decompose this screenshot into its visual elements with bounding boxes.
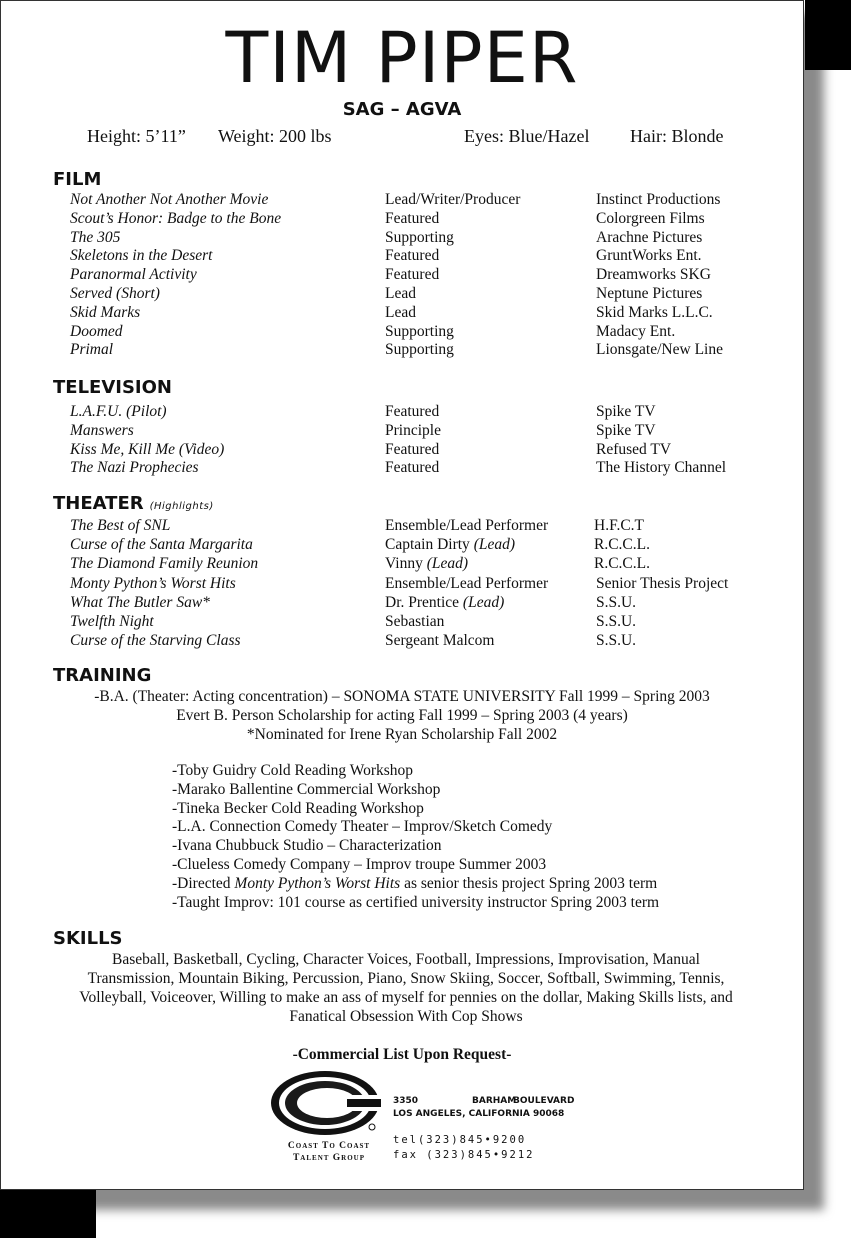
theater-credit-company: S.S.U. bbox=[596, 613, 637, 630]
stat-eyes: Eyes: Blue/Hazel bbox=[464, 126, 590, 146]
training-workshop-item: -Clueless Comedy Company – Improv troupe Summer 2003 bbox=[172, 856, 547, 873]
tv-credit-row bbox=[1, 421, 803, 440]
commercial-list-note: -Commercial List Upon Request- bbox=[292, 1046, 512, 1063]
film-credit-role: Lead/Writer/Producer bbox=[385, 191, 521, 208]
tv-credit-title: Kiss Me, Kill Me (Video) bbox=[70, 440, 225, 458]
film-credit-company: Colorgreen Films bbox=[596, 209, 705, 227]
training-taught: -Taught Improv: 101 course as certified university instructor Spring 2003 term bbox=[172, 894, 660, 911]
film-credit-title: Paranormal Activity bbox=[70, 266, 197, 284]
theater-credit-title: Monty Python’s Worst Hits bbox=[70, 574, 236, 592]
training-degree: -B.A. (Theater: Acting concentration) – SONOMA STATE UNIVERSITY Fall 1999 – Spring 2003 bbox=[94, 688, 710, 705]
section-heading-training: TRAINING bbox=[53, 665, 152, 686]
stat-height: Height: 5’11” bbox=[87, 126, 186, 146]
agency-telephone: tel(323)845•9200 bbox=[393, 1134, 527, 1146]
theater-credit-company: R.C.C.L. bbox=[594, 555, 650, 573]
theater-credit-row bbox=[1, 631, 803, 650]
agency-address-city: LOS ANGELES, CALIFORNIA 90068 bbox=[393, 1109, 565, 1119]
training-workshop-item: -L.A. Connection Comedy Theater – Improv/Sketch Comedy bbox=[172, 818, 553, 836]
film-credit-company: GruntWorks Ent. bbox=[596, 247, 702, 265]
film-credit-row bbox=[1, 228, 803, 247]
theater-credit-role: Ensemble/Lead Performer bbox=[385, 574, 549, 592]
agency-address-street-1: BARHAM bbox=[472, 1096, 517, 1106]
theater-credit-row bbox=[1, 535, 803, 554]
theater-credit-role: Sergeant Malcom bbox=[385, 632, 495, 650]
film-credit-row bbox=[1, 265, 803, 284]
training-workshop-item: -Toby Guidry Cold Reading Workshop bbox=[172, 762, 414, 779]
agency-name: Coast To Coast Talent Group bbox=[287, 1141, 371, 1163]
theater-credit-row bbox=[1, 593, 803, 612]
theater-credit-title: Curse of the Starving Class bbox=[70, 632, 241, 650]
section-heading-theater: THEATER (Highlights) bbox=[53, 493, 214, 514]
film-credit-role: Lead bbox=[385, 303, 416, 321]
tv-credit-role: Featured bbox=[385, 403, 440, 420]
film-credit-company: Neptune Pictures bbox=[596, 285, 703, 302]
theater-credit-row bbox=[1, 516, 803, 535]
theater-credit-role: Dr. Prentice (Lead) bbox=[385, 593, 505, 611]
film-credit-row bbox=[1, 340, 803, 359]
section-heading-film: FILM bbox=[53, 169, 102, 190]
theater-credit-title: The Best of SNL bbox=[70, 517, 171, 534]
theater-credit-role: Ensemble/Lead Performer bbox=[385, 517, 549, 534]
corner-block-bottom-left bbox=[0, 1190, 96, 1238]
tv-credit-role: Featured bbox=[385, 440, 440, 458]
film-credit-role: Supporting bbox=[385, 322, 454, 340]
union-affiliation: SAG – AGVA bbox=[342, 99, 462, 120]
tv-credit-role: Featured bbox=[385, 459, 440, 477]
theater-credit-company: R.C.C.L. bbox=[594, 536, 650, 554]
tv-credit-role: Principle bbox=[385, 421, 441, 439]
training-scholarship: Evert B. Person Scholarship for acting Fall 1999 – Spring 2003 (4 years) bbox=[176, 707, 628, 724]
training-workshop-item: -Tineka Becker Cold Reading Workshop bbox=[172, 799, 424, 817]
film-credit-row bbox=[1, 246, 803, 265]
theater-subheading: (Highlights) bbox=[149, 501, 214, 512]
training-workshop-item: -Marako Ballentine Commercial Workshop bbox=[172, 780, 441, 798]
film-credit-role: Featured bbox=[385, 209, 440, 227]
tv-credit-company: Refused TV bbox=[596, 440, 672, 458]
film-credit-title: Scout’s Honor: Badge to the Bone bbox=[70, 209, 282, 227]
agency-logo-icon bbox=[269, 1069, 381, 1139]
training-directed: -Directed Monty Python’s Worst Hits as senior thesis project Spring 2003 term bbox=[172, 875, 658, 892]
film-credit-role: Supporting bbox=[385, 228, 454, 246]
stat-hair: Hair: Blonde bbox=[630, 126, 724, 146]
theater-credit-row bbox=[1, 554, 803, 573]
theater-credit-role: Vinny (Lead) bbox=[385, 555, 469, 573]
theater-credit-row bbox=[1, 574, 803, 593]
theater-credit-title: Twelfth Night bbox=[70, 613, 154, 630]
theater-credit-role-note: (Lead) bbox=[469, 536, 516, 554]
film-credit-role: Featured bbox=[385, 247, 440, 265]
section-heading-television: TELEVISION bbox=[53, 377, 172, 398]
training-nomination: *Nominated for Irene Ryan Scholarship Fall 2002 bbox=[246, 726, 558, 743]
film-credit-company: Lionsgate/New Line bbox=[596, 341, 723, 359]
tv-credit-company: Spike TV bbox=[596, 421, 656, 439]
film-credit-row bbox=[1, 190, 803, 209]
film-credit-title: Skeletons in the Desert bbox=[70, 247, 213, 265]
film-credit-role: Featured bbox=[385, 266, 440, 284]
film-credit-role: Lead bbox=[385, 285, 416, 302]
film-credit-role: Supporting bbox=[385, 341, 454, 359]
film-credit-company: Madacy Ent. bbox=[596, 322, 676, 340]
film-credit-title: Not Another Not Another Movie bbox=[70, 191, 269, 208]
training-workshop-item: -Ivana Chubbuck Studio – Characterization bbox=[172, 837, 442, 855]
film-credit-company: Arachne Pictures bbox=[596, 228, 703, 246]
theater-credit-row bbox=[1, 612, 803, 631]
theater-credit-role-note: (Lead) bbox=[422, 555, 469, 573]
tv-credit-company: Spike TV bbox=[596, 403, 656, 420]
film-credit-title: The 305 bbox=[70, 228, 121, 246]
tv-credit-row bbox=[1, 440, 803, 459]
skills-list: Baseball, Basketball, Cycling, Character Voices, Football, Impressions, Improvisation, Manual Transmission, Mountain Biking, Percussion, Piano, Snow Skiing, Soccer, Softball, Swimming, Tennis, Volleyball, Voiceover, Willing to make an ass of myself for pennies on the dollar, Making Skills lists, and Fanatical Obsession With Cop Shows bbox=[79, 951, 733, 1025]
theater-credit-role: Captain Dirty (Lead) bbox=[385, 536, 516, 554]
tv-credit-title: Manswers bbox=[70, 421, 134, 439]
section-heading-skills: SKILLS bbox=[53, 928, 123, 949]
theater-credit-title: What The Butler Saw* bbox=[70, 593, 210, 611]
corner-block-top-right bbox=[805, 0, 851, 70]
film-credit-row bbox=[1, 303, 803, 322]
film-credit-row bbox=[1, 322, 803, 341]
theater-credit-company: S.S.U. bbox=[596, 632, 637, 650]
theater-credit-title: Curse of the Santa Margarita bbox=[70, 536, 253, 554]
film-credit-title: Skid Marks bbox=[70, 303, 141, 321]
agency-address-number: 3350 bbox=[393, 1096, 419, 1106]
theater-credit-role: Sebastian bbox=[385, 613, 445, 630]
film-credit-row bbox=[1, 209, 803, 228]
film-credit-title: Doomed bbox=[70, 322, 123, 340]
stat-weight: Weight: 200 lbs bbox=[218, 126, 332, 146]
tv-credit-company: The History Channel bbox=[596, 459, 727, 477]
tv-credit-row bbox=[1, 458, 803, 477]
actor-name: TIM PIPER bbox=[225, 17, 579, 99]
theater-credit-company: H.F.C.T bbox=[594, 517, 645, 534]
tv-credit-title: The Nazi Prophecies bbox=[70, 459, 199, 477]
theater-credit-title: The Diamond Family Reunion bbox=[70, 555, 259, 573]
tv-credit-title: L.A.F.U. (Pilot) bbox=[70, 403, 167, 420]
agency-fax: fax (323)845•9212 bbox=[393, 1149, 535, 1161]
agency-address-street-2: BOULEVARD bbox=[513, 1096, 575, 1106]
film-credit-company: Dreamworks SKG bbox=[596, 266, 711, 284]
tv-credit-row bbox=[1, 402, 803, 421]
film-credit-title: Served (Short) bbox=[70, 285, 160, 302]
theater-credit-company: Senior Thesis Project bbox=[596, 574, 729, 592]
film-credit-company: Skid Marks L.L.C. bbox=[596, 303, 713, 321]
film-credit-company: Instinct Productions bbox=[596, 191, 721, 208]
theater-credit-company: S.S.U. bbox=[596, 593, 637, 611]
theater-credit-role-note: (Lead) bbox=[459, 593, 505, 611]
film-credit-row bbox=[1, 284, 803, 303]
film-credit-title: Primal bbox=[70, 341, 114, 359]
